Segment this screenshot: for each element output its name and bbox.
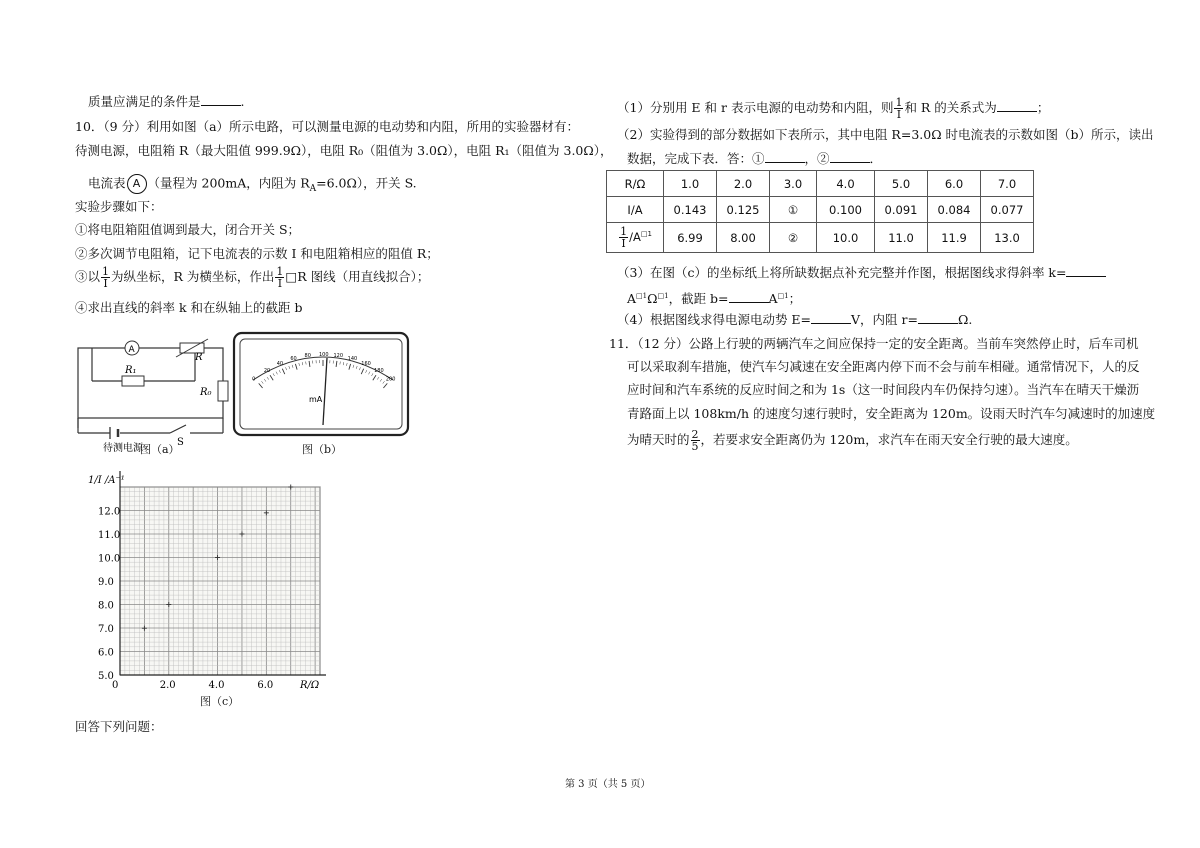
- step-2: ②多次调节电阻箱，记下电流表的示数 I 和电阻箱相应的阻值 R；: [75, 246, 439, 261]
- x-tick-label: 0: [112, 680, 119, 691]
- label-battery: 待测电源: [103, 443, 143, 454]
- answer-blank-1: [765, 150, 805, 163]
- x-tick-label: 6.0: [257, 680, 274, 691]
- label-r: R: [195, 352, 203, 363]
- table-row: $\frac{1}{I}$ $/A^{□1}$ 6.99 8.00 ② 10.0 11.0 11.9 13.0: [607, 223, 1034, 253]
- answer-blank: [811, 311, 851, 324]
- answer-blank: [201, 93, 241, 106]
- y-tick-label: 12.0: [98, 506, 121, 518]
- part-1: （1）分别用 E 和 r 表示电源的电动势和内阻，则 $\frac{1}{I}$ 和 R 的关系式为 ；: [617, 96, 1050, 121]
- x-axis-label: R/Ω: [300, 680, 320, 691]
- x-tick-label: 4.0: [208, 680, 225, 691]
- caption-c: 图（c）: [200, 695, 240, 708]
- meter-tick-label: 180: [374, 367, 384, 374]
- svg-text:A: A: [128, 345, 135, 355]
- label-r0: R₀: [200, 387, 212, 398]
- meter-tick-label: 100: [319, 352, 329, 358]
- ammeter-dial-figure: [231, 330, 411, 438]
- y-tick-label: 9.0: [98, 577, 114, 588]
- part-2-line-1: （2）实验得到的部分数据如下表所示，其中电阻 R=3.0Ω 时电流表的示数如图（b）所示，读出: [617, 127, 1154, 142]
- grid: [120, 487, 320, 675]
- label-switch: S: [177, 437, 184, 448]
- caption-b: 图（b）: [302, 443, 343, 456]
- y-tick-label: 7.0: [98, 624, 114, 635]
- part-2-line-2: 数据，完成下表．答：① ，② ．: [627, 151, 883, 166]
- graph-paper-chart: [82, 465, 332, 705]
- page-footer: 第 3 页（共 5 页）: [565, 779, 651, 790]
- data-table: [606, 170, 1034, 253]
- part-4: （4）根据图线求得电源电动势 E= V，内阻 r= Ω.: [617, 312, 973, 327]
- meter-tick-label: 200: [385, 376, 396, 383]
- q11-line-4: 青路面上以 108km/h 的速度匀速行驶时，安全距离为 120m。设雨天时汽车匀减速时的加速度: [627, 406, 1156, 421]
- meter-tick-label: 60: [290, 356, 297, 363]
- y-tick-label: 10.0: [98, 553, 121, 565]
- y-tick-label: 8.0: [98, 600, 114, 612]
- resistor-r0-icon: [218, 381, 228, 401]
- y-tick-label: 6.0: [98, 647, 114, 659]
- part-3-line-1: （3）在图（c）的坐标纸上将所缺数据点补充完整并作图，根据图线求得斜率 k=: [617, 264, 1106, 282]
- answer-prompt: 回答下列问题：: [75, 719, 163, 734]
- table-row: R/Ω 1.0 2.0 3.0 4.0 5.0 6.0 7.0: [607, 171, 1034, 197]
- meter-unit: mA: [309, 395, 323, 404]
- caption-a: 图（a）: [140, 443, 180, 456]
- q10-ammeter-line: 电流表 A （量程为 200mA，内阻为 $R_A=6.0\Omega$），开关 S.: [88, 175, 417, 194]
- y-tick-label: 5.0: [98, 671, 114, 682]
- answer-blank: [729, 290, 769, 303]
- q11-line-2: 可以采取刹车措施，使汽车匀减速在安全距离内停下而不会与前车相碰。通常情况下，人的反: [627, 359, 1140, 374]
- inverse-current-label: $\frac{1}{I}$ $/A^{□1}$: [607, 223, 664, 253]
- answer-blank: [918, 311, 958, 324]
- step-4: ④求出直线的斜率 k 和在纵轴上的截距 b: [75, 300, 303, 315]
- meter-tick-label: 80: [304, 353, 311, 360]
- part-3-line-2: $A^{□1}\Omega^{□1}$，截距 $b= A^{□1}$；: [627, 291, 802, 307]
- circuit-diagram: [70, 333, 235, 458]
- meter-tick-label: 40: [276, 360, 284, 367]
- x-tick-label: 2.0: [159, 680, 176, 691]
- q11-line-5: 为晴天时的 $\frac{2}{5}$ ，若要求安全距离仍为 120m，求汽车在雨天安全行驶的最大速度。: [627, 428, 1078, 453]
- fraction-1-over-i: $\frac{1}{I}$: [276, 265, 284, 290]
- switch-icon: [170, 425, 186, 433]
- meter-tick-label: 120: [333, 353, 344, 360]
- ammeter-icon: A: [127, 174, 147, 194]
- meter-tick-label: 0: [252, 376, 256, 383]
- q10-equipment: 待测电源，电阻箱 R（最大阻值 999.9Ω），电阻 R₀（阻值为 3.0Ω），电阻 R₁（阻值为 3.0Ω），: [75, 143, 613, 158]
- meter-tick-label: 20: [263, 367, 271, 374]
- fraction-two-fifths: $\frac{2}{5}$: [691, 428, 699, 453]
- y-tick-label: 11.0: [98, 530, 121, 541]
- resistor-r1-icon: [122, 376, 144, 386]
- q10-header: 10．（9 分）利用如图（a）所示电路，可以测量电源的电动势和内阻，所用的实验器材有：: [75, 119, 580, 134]
- answer-blank: [997, 99, 1037, 112]
- answer-blank: [1066, 264, 1106, 277]
- meter-tick-label: 160: [361, 360, 371, 367]
- table-row: I/A 0.143 0.125 ① 0.100 0.091 0.084 0.077: [607, 197, 1034, 223]
- step-3: ③以 $\frac{1}{I}$ 为纵坐标，R 为横坐标，作出 $\frac{1}{I}$ □R 图线（用直线拟合）；: [75, 265, 430, 290]
- y-axis-label: 1/I /A⁻¹: [88, 475, 125, 486]
- meter-tick-label: 140: [347, 356, 358, 363]
- fraction-1-over-i: $\frac{1}{I}$: [102, 265, 110, 290]
- answer-blank-2: [830, 150, 870, 163]
- label-r1: R₁: [125, 365, 137, 376]
- step-1: ①将电阻箱阻值调到最大，闭合开关 S；: [75, 222, 301, 237]
- fraction-1-over-i: $\frac{1}{I}$: [895, 96, 903, 121]
- condition-line: 质量应满足的条件是 .: [88, 94, 245, 109]
- q11-line-3: 应时间和汽车系统的反应时间之和为 1s（这一时间段内车仍保持匀速）。当汽车在晴天干燥沥: [627, 382, 1140, 397]
- steps-title: 实验步骤如下：: [75, 199, 163, 214]
- q11-line-1: 11．（12 分）公路上行驶的两辆汽车之间应保持一定的安全距离。当前车突然停止时，后车司机: [609, 336, 1139, 351]
